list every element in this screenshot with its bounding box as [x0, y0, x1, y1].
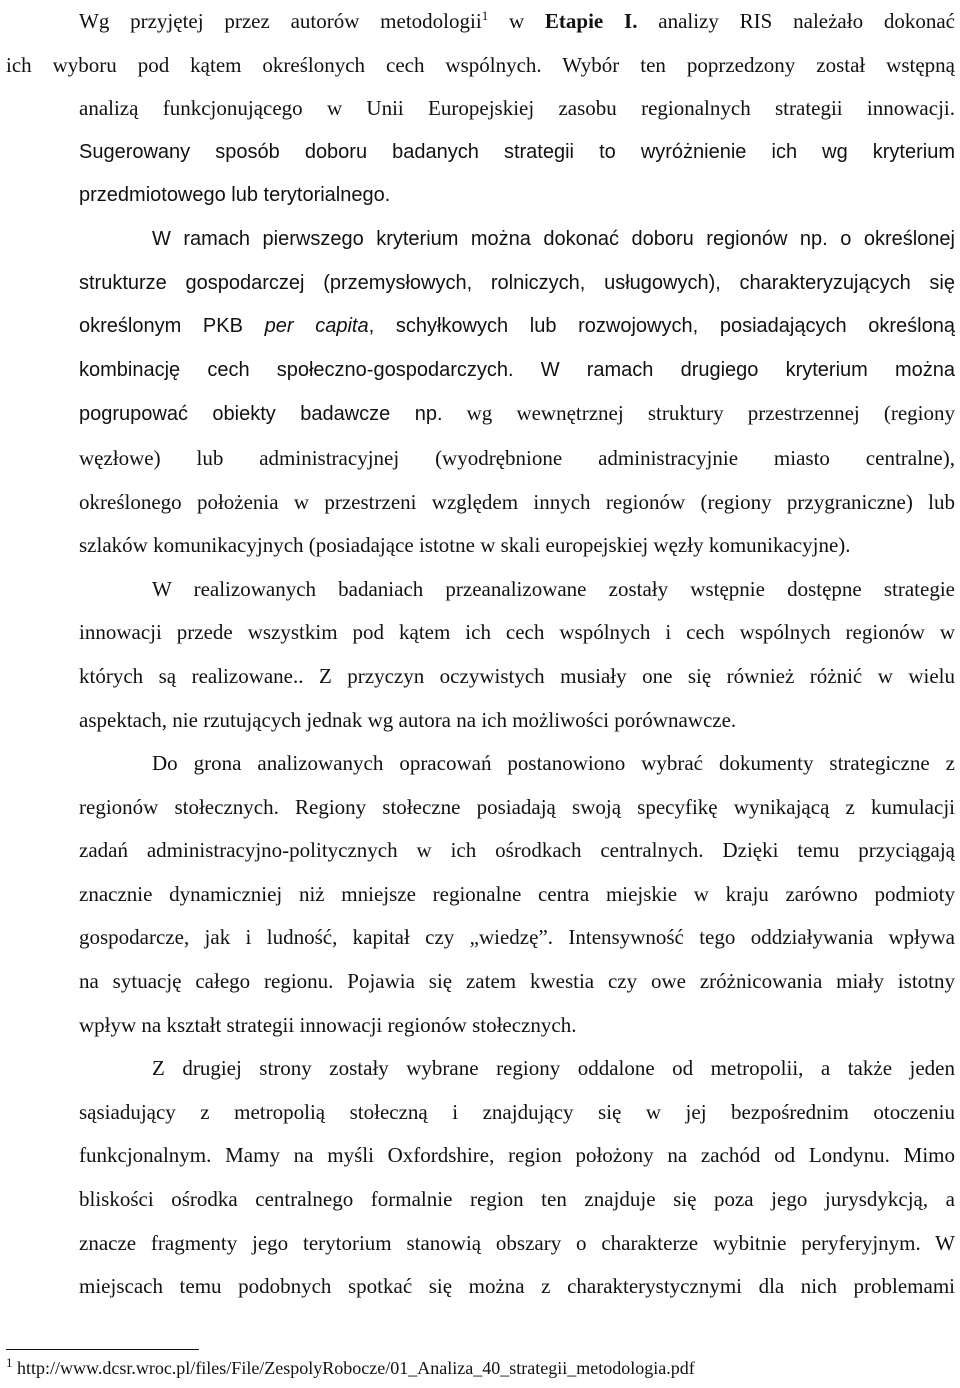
- paragraph-5: [6, 1047, 955, 1309]
- p2-line-1: W ramach pierwszego kryterium można dokonać doboru regionów np. o określonej: [152, 227, 955, 250]
- p4-line-3: zadań administracyjno-politycznych w ich ośrodkach centralnych. Dzięki temu przyciągają: [79, 838, 955, 863]
- p3-line-3: których są realizowane.. Z przyczyn oczywistych musiały one się również różnić w wielu: [79, 663, 955, 688]
- footnote-number: 1: [6, 1355, 13, 1370]
- p1-text-w: w: [488, 9, 545, 33]
- paragraph-2: [6, 218, 955, 568]
- p4-line-5: gospodarcze, jak i ludność, kapitał czy „wiedzę”. Intensywność tego oddziaływania wpływa: [79, 925, 955, 950]
- p1-line-4: Sugerowany sposób doboru badanych strategii to wyróżnienie ich wg kryterium: [79, 140, 955, 163]
- p2-line-7: określonego położenia w przestrzeni względem innych regionów (regiony przygraniczne) lub: [79, 489, 955, 514]
- footnote-divider: [6, 1349, 199, 1350]
- paragraph-4: [6, 742, 955, 1047]
- p4-line-7: wpływ na kształt strategii innowacji regionów stołecznych.: [79, 1012, 577, 1037]
- p1-line-1: [6, 0, 955, 44]
- p2-line-3-start: określonym PKB: [79, 315, 243, 338]
- p5-line-2: sąsiadujący z metropolią stołeczną i znajdujący się w jej bezpośrednim otoczeniu: [79, 1099, 955, 1124]
- p2-line-5: [6, 392, 955, 437]
- p2-line-3-rest: , schyłkowych lub rozwojowych, posiadających określoną: [368, 315, 955, 338]
- paragraph-3: [6, 568, 955, 742]
- p2-line-8: szlaków komunikacyjnych (posiadające istotne w skali europejskiej węzły komunikacyjne).: [79, 533, 851, 558]
- p2-line-6: węzłowe) lub administracyjnej (wyodrębnione administracyjnie miasto centralne),: [79, 445, 955, 470]
- footnote: [6, 1356, 695, 1380]
- p3-line-1: W realizowanych badaniach przeanalizowane zostały wstępnie dostępne strategie: [152, 576, 955, 601]
- p5-line-5: znacze fragmenty jego terytorium stanowią obszary o charakterze wybitnie peryferyjnym. W: [79, 1230, 955, 1255]
- p3-line-4: aspektach, nie rzutujących jednak wg autora na ich możliwości porównawcze.: [79, 707, 737, 732]
- p4-line-1: Do grona analizowanych opracowań postanowiono wybrać dokumenty strategiczne z: [152, 751, 955, 776]
- p2-italic-per-capita: per capita: [264, 315, 369, 338]
- footnote-link[interactable]: http://www.dcsr.wroc.pl/files/File/ZespolyRobocze/01_Analiza_40_strategii_metodologia.pdf: [12, 1358, 695, 1378]
- p3-line-2: innowacji przede wszystkim pod kątem ich cech wspólnych i cech wspólnych regionów w: [79, 620, 955, 645]
- p2-line-5-rest: wg wewnętrznej struktury przestrzennej (regiony: [442, 401, 955, 426]
- p1-text-start: Wg przyjętej przez autorów metodologii: [79, 9, 482, 33]
- p2-line-5-start: pogrupować obiekty badawcze np.: [79, 403, 443, 426]
- footnote-ref[interactable]: 1: [481, 8, 489, 23]
- document-body: [6, 0, 955, 1309]
- p1-line-5: przedmiotowego lub terytorialnego.: [79, 184, 391, 207]
- p2-line-4: kombinację cech społeczno-gospodarczych. W ramach drugiego kryterium można: [79, 358, 955, 381]
- p1-line-3: analizą funkcjonującego w Unii Europejskiej zasobu regionalnych strategii innowacji.: [79, 96, 955, 121]
- p1-text-rest: analizy RIS należało dokonać: [637, 9, 955, 33]
- p5-line-4: bliskości ośrodka centralnego formalnie region ten znajduje się poza jego jurysdykcją, a: [79, 1187, 955, 1212]
- paragraph-1: [6, 0, 955, 218]
- p1-bold-etap: Etapie I.: [544, 9, 638, 33]
- p2-line-2: strukturze gospodarczej (przemysłowych, rolniczych, usługowych), charakteryzujących się: [79, 271, 955, 294]
- p5-line-3: funkcjonalnym. Mamy na myśli Oxfordshire, region położony na zachód od Londynu. Mimo: [79, 1143, 955, 1168]
- p5-line-6: miejscach temu podobnych spotkać się można z charakterystycznymi dla nich problemami: [79, 1274, 955, 1299]
- p4-line-2: regionów stołecznych. Regiony stołeczne posiadają swoją specyfikę wynikającą z kumulacji: [79, 794, 955, 819]
- p2-line-3: [6, 305, 955, 349]
- p4-line-4: znacznie dynamiczniej niż mniejsze regionalne centra miejskie w kraju zarówno podmioty: [79, 881, 955, 906]
- p1-line-2: ich wyboru pod kątem określonych cech wspólnych. Wybór ten poprzedzony został wstępną: [6, 52, 955, 77]
- p4-line-6: na sytuację całego regionu. Pojawia się zatem kwestia czy owe zróżnicowania miały istotny: [79, 969, 955, 994]
- p5-line-1: Z drugiej strony zostały wybrane regiony oddalone od metropolii, a także jeden: [152, 1056, 955, 1081]
